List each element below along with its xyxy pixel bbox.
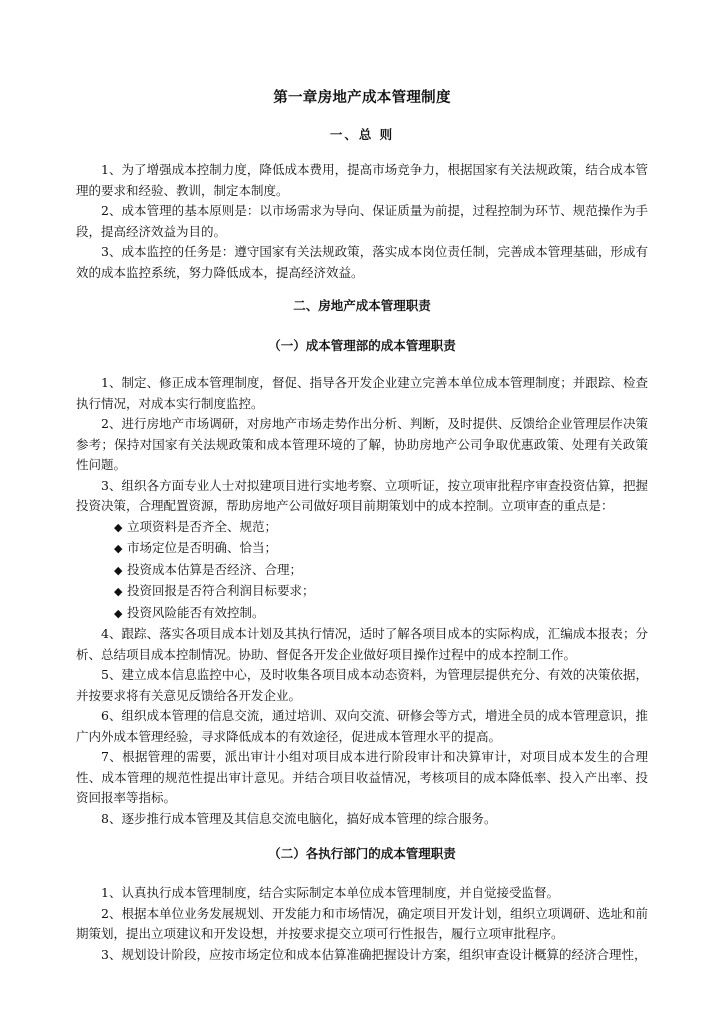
diamond-bullet-icon: ◆ [114, 563, 123, 577]
bullet-text: 投资回报是否符合利润目标要求； [127, 583, 315, 598]
paragraph: 4、跟踪、落实各项目成本计划及其执行情况，适时了解各项目成本的实际构成，汇编成本报表；分析、总结项目成本控制情况。协助、督促各开发企业做好项目操作过程中的成本控制工作。 [76, 626, 648, 662]
diamond-bullet-icon: ◆ [114, 606, 123, 620]
paragraph: 2、进行房地产市场调研，对房地产市场走势作出分析、判断，及时提供、反馈给企业管理层作决策参考；保持对国家有关法规政策和成本管理环境的了解，协助房地产公司争取优惠政策、处理有关政策性问题。 [76, 416, 648, 472]
subsection-heading-cost-dept: （一）成本管理部的成本管理职责 [268, 338, 456, 353]
paragraph: 8、逐步推行成本管理及其信息交流电脑化，搞好成本管理的综合服务。 [101, 810, 497, 826]
paragraph: 3、成本监控的任务是：遵守国家有关法规政策，落实成本岗位责任制，完善成本管理基础，形成有效的成本监控系统，努力降低成本，提高经济效益。 [76, 244, 648, 280]
paragraph: 5、建立成本信息监控中心，及时收集各项目成本动态资料，为管理层提供充分、有效的决策依据，并按要求将有关意见反馈给各开发企业。 [76, 667, 648, 703]
paragraph: 6、组织成本管理的信息交流，通过培训、双向交流、研修会等方式，增进全员的成本管理意识，推广内外成本管理经验，寻求降低成本的有效途径，促进成本管理水平的提高。 [76, 708, 648, 744]
paragraph: 2、根据本单位业务发展规划、开发能力和市场情况，确定项目开发计划，组织立项调研、选址和前期策划，提出立项建议和开发设想，并按要求提交立项可行性报告，履行立项审批程序。 [76, 905, 648, 941]
paragraph: 1、为了增强成本控制力度，降低成本费用，提高市场竞争力，根据国家有关法规政策，结合成本管理的要求和经验、教训，制定本制度。 [76, 162, 648, 198]
paragraph: 1、制定、修正成本管理制度，督促、指导各开发企业建立完善本单位成本管理制度；并跟踪、检查执行情况，对成本实行制度监控。 [76, 375, 648, 411]
bullet-item [76, 538, 648, 560]
paragraph: 2、成本管理的基本原则是：以市场需求为导向、保证质量为前提，过程控制为环节、规范操作为手段，提高经济效益为目的。 [76, 203, 648, 239]
diamond-bullet-icon: ◆ [114, 520, 123, 534]
diamond-bullet-icon: ◆ [114, 542, 123, 555]
bullet-item [76, 581, 648, 603]
bullet-text: 市场定位是否明确、恰当； [127, 540, 278, 555]
paragraph: 1、认真执行成本管理制度，结合实际制定本单位成本管理制度，并自觉接受监督。 [101, 885, 559, 900]
bullet-text: 立项资料是否齐全、规范； [127, 518, 278, 534]
paragraph: 3、组织各方面专业人士对拟建项目进行实地考察、立项听证，按立项审批程序审查投资估算，把握投资决策，合理配置资源，帮助房地产公司做好项目前期策划中的成本控制。立项审查的重点是： [76, 477, 648, 513]
diamond-bullet-icon: ◆ [114, 585, 123, 598]
section-heading-responsibilities: 二、房地产成本管理职责 [293, 298, 431, 313]
subsection-heading-executive-depts: （二）各执行部门的成本管理职责 [268, 846, 456, 861]
paragraph: 7、根据管理的需要，派出审计小组对项目成本进行阶段审计和决算审计，对项目成本发生的合理性、成本管理的规范性提出审计意见。并结合项目收益情况，考核项目的成本降低率、投入产出率、投资回报率等指标。 [76, 749, 648, 805]
bullet-item [76, 560, 648, 582]
bullet-text: 投资风险能否有效控制。 [127, 604, 265, 620]
bullet-text: 投资成本估算是否经济、合理； [127, 561, 303, 577]
bullet-item [76, 517, 648, 539]
document-title: 第一章房地产成本管理制度 [273, 90, 451, 106]
bullet-item [76, 603, 648, 625]
document-page [76, 88, 648, 965]
paragraph: 3、规划设计阶段，应按市场定位和成本估算准确把握设计方案，组织审查设计概算的经济合理性， [101, 946, 647, 962]
section-heading-general: 一、总 则 [329, 127, 395, 142]
